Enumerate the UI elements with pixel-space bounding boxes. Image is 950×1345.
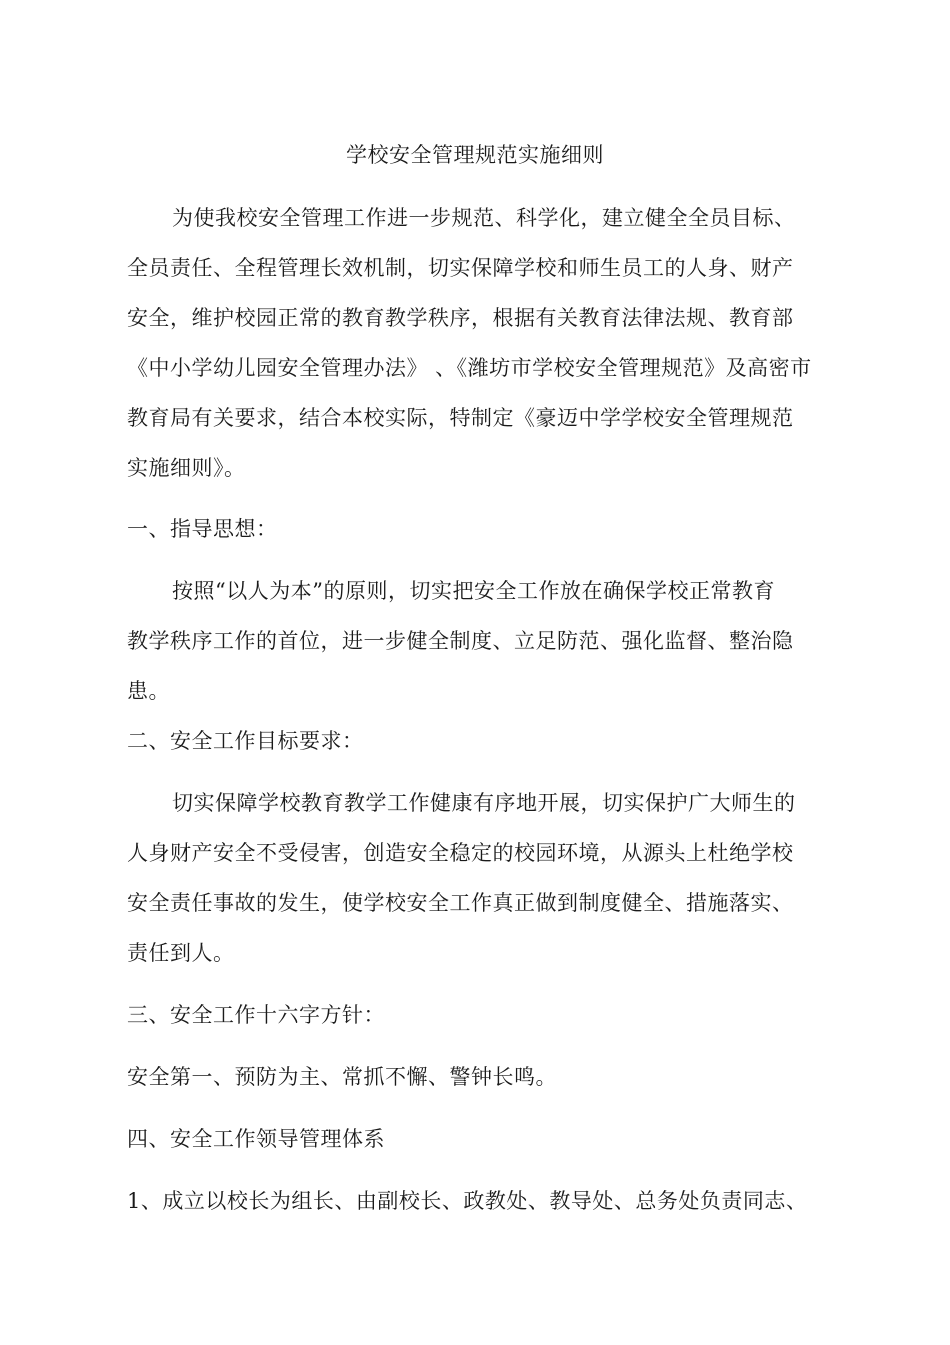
document-title: 学校安全管理规范实施细则 — [346, 143, 604, 167]
section3-heading: 三、安全工作十六字方针： — [127, 1003, 385, 1027]
section4-heading: 四、安全工作领导管理体系 — [127, 1127, 385, 1151]
section1-heading: 一、指导思想： — [127, 517, 278, 541]
intro-line-4: 《中小学幼儿园安全管理办法》 、《潍坊市学校安全管理规范》及高密市 — [127, 356, 812, 380]
section1-line-1: 按照“以人为本”的原则，切实把安全工作放在确保学校正常教育 — [172, 579, 775, 603]
section1-line-3: 患。 — [127, 679, 170, 703]
section4-line-1: 1、成立以校长为组长、由副校长、政教处、教导处、总务处负责同志、 — [127, 1189, 808, 1213]
section3-line-1: 安全第一、预防为主、常抓不懈、警钟长鸣。 — [127, 1065, 557, 1089]
section2-line-4: 责任到人。 — [127, 941, 235, 965]
intro-line-1: 为使我校安全管理工作进一步规范、科学化，建立健全全员目标、 — [172, 206, 796, 230]
section2-line-2: 人身财产安全不受侵害，创造安全稳定的校园环境，从源头上杜绝学校 — [127, 841, 794, 865]
intro-line-5: 教育局有关要求，结合本校实际，特制定《豪迈中学学校安全管理规范 — [127, 406, 794, 430]
intro-line-6: 实施细则》。 — [127, 456, 246, 480]
section2-line-3: 安全责任事故的发生，使学校安全工作真正做到制度健全、措施落实、 — [127, 891, 794, 915]
intro-line-3: 安全，维护校园正常的教育教学秩序，根据有关教育法律法规、教育部 — [127, 306, 794, 330]
section1-line-2: 教学秩序工作的首位，进一步健全制度、立足防范、强化监督、整治隐 — [127, 629, 794, 653]
intro-line-2: 全员责任、全程管理长效机制，切实保障学校和师生员工的人身、财产 — [127, 256, 794, 280]
section2-line-1: 切实保障学校教育教学工作健康有序地开展，切实保护广大师生的 — [172, 791, 796, 815]
section2-heading: 二、安全工作目标要求： — [127, 729, 364, 753]
